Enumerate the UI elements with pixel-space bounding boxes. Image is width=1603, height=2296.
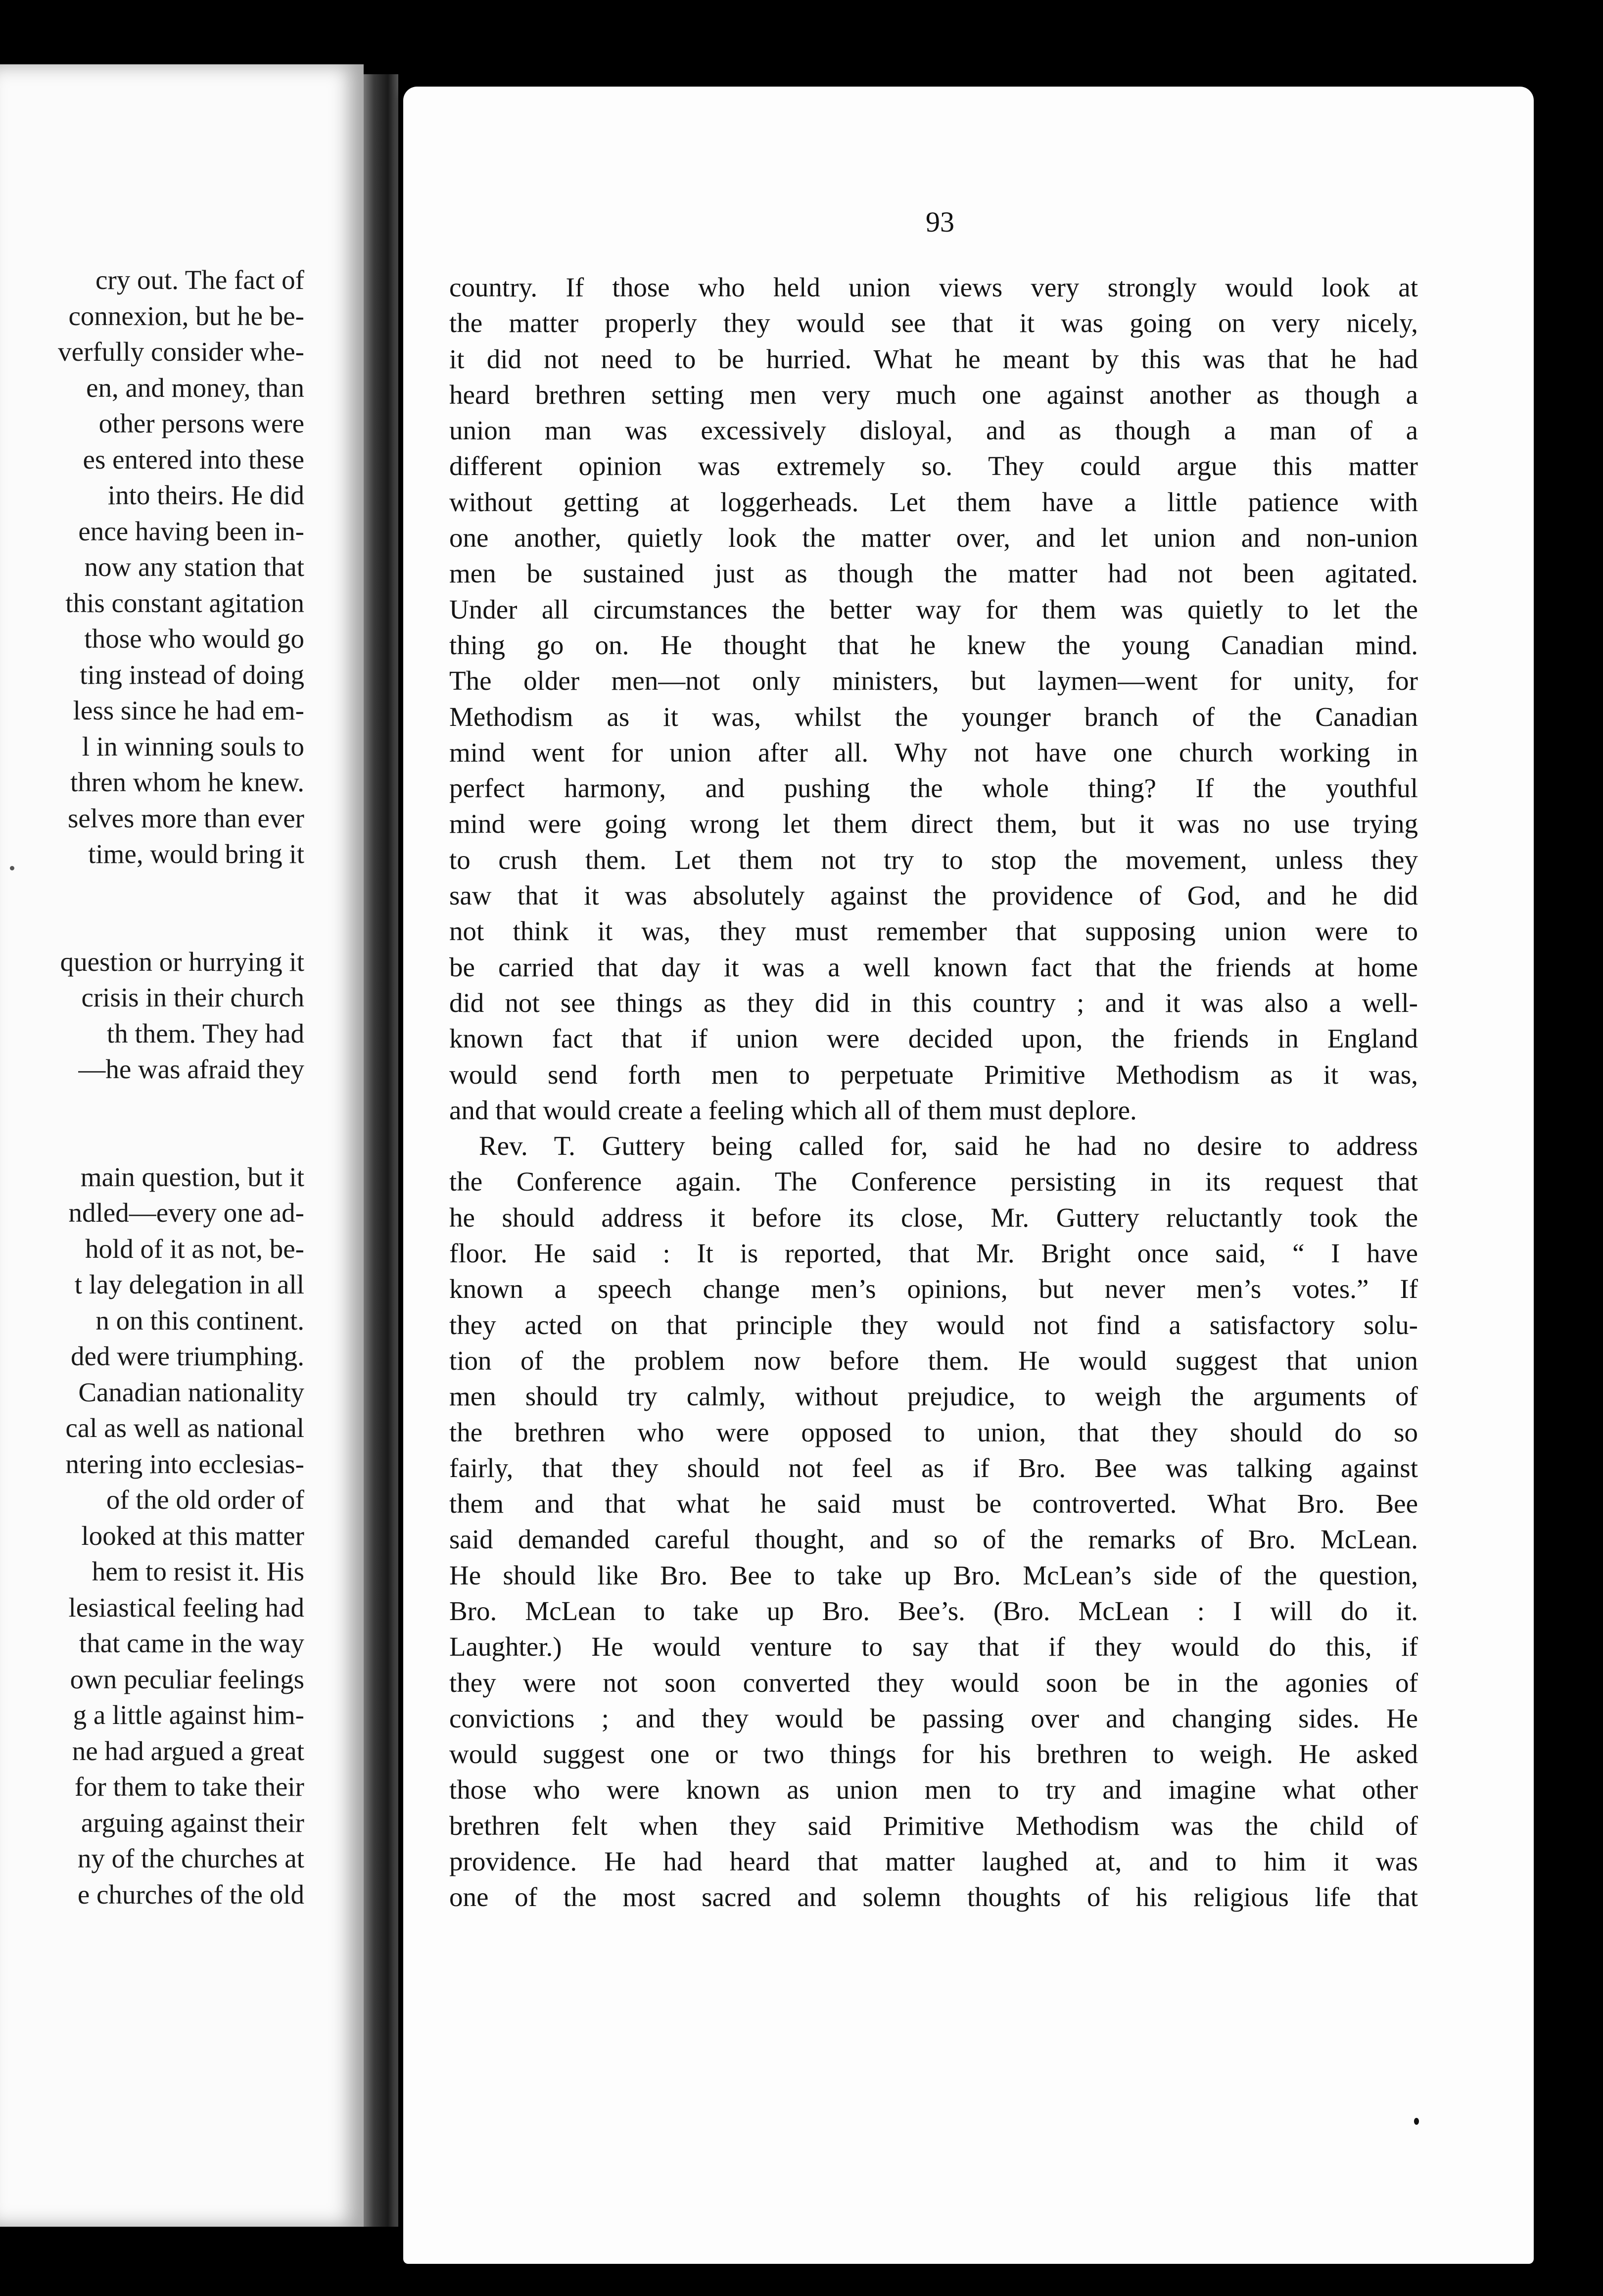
left-text-line: of the old order of (106, 1484, 304, 1515)
text-line: The older men—not only ministers, but laymen—went for unity, for (449, 666, 1418, 696)
text-line: He should like Bro. Bee to take up Bro. McLean’s side of the question, (449, 1560, 1418, 1590)
text-line: men be sustained just as though the matter had not been agitated. (449, 558, 1418, 589)
left-text-line: connexion, but he be- (68, 300, 304, 331)
text-line: Rev. T. Guttery being called for, said he had no desire to address (479, 1131, 1418, 1161)
text-line: Under all circumstances the better way for them was quietly to let the (449, 594, 1418, 624)
left-text-line: ne had argued a great (72, 1735, 304, 1766)
text-line: and that would create a feeling which all of them must deplore. (449, 1095, 1137, 1125)
left-text-line: e churches of the old (77, 1879, 304, 1910)
text-line: they were not soon converted they would soon be in the agonies of (449, 1667, 1418, 1698)
left-page (0, 64, 364, 2227)
text-line: the brethren who were opposed to union, that they should do so (449, 1417, 1418, 1447)
text-line: fairly, that they should not feel as if Bro. Bee was talking against (449, 1452, 1418, 1483)
text-line: union man was excessively disloyal, and as though a man of a (449, 415, 1418, 446)
left-text-line: ndled—every one ad- (68, 1197, 304, 1228)
text-line: Bro. McLean to take up Bro. Bee’s. (Bro. McLean : I will do it. (449, 1595, 1418, 1626)
left-text-line: ny of the churches at (77, 1843, 304, 1873)
text-line: them and that what he said must be controverted. What Bro. Bee (449, 1488, 1418, 1519)
right-page-text (449, 270, 1418, 1915)
text-line: would send forth men to perpetuate Primitive Methodism as it was, (449, 1059, 1418, 1090)
left-text-line: question or hurrying it (60, 946, 304, 977)
left-text-line: t lay delegation in all (74, 1269, 304, 1299)
text-line: brethren felt when they said Primitive Methodism was the child of (449, 1810, 1418, 1841)
left-text-line (58, 872, 304, 909)
text-line: mind were going wrong let them direct them, but it was no use trying (449, 809, 1418, 839)
left-text-line: other persons were (98, 408, 304, 438)
text-line: those who were known as union men to try and imagine what other (449, 1774, 1418, 1805)
text-line: he should address it before its close, Mr. Guttery reluctantly took the (449, 1202, 1418, 1233)
left-text-line: ence having been in- (78, 516, 304, 546)
left-text-line: now any station that (84, 552, 304, 582)
text-line: they acted on that principle they would not find a satisfactory solu- (449, 1309, 1418, 1340)
text-line: heard brethren setting men very much one against another as though a (449, 379, 1418, 410)
text-line: Methodism as it was, whilst the younger branch of the Canadian (449, 701, 1418, 732)
text-line: the matter properly they would see that it was going on very nicely, (449, 308, 1418, 338)
left-text-line: time, would bring it (88, 839, 304, 869)
left-text-line: n on this continent. (95, 1305, 304, 1336)
left-text-line: crisis in their church (81, 982, 304, 1012)
text-line: saw that it was absolutely against the providence of God, and he did (449, 880, 1418, 911)
ink-speck (10, 866, 14, 870)
text-line: the Conference again. The Conference persisting in its request that (449, 1166, 1418, 1197)
left-text-line: thren whom he knew. (70, 767, 304, 797)
left-text-line: this constant agitation (65, 587, 304, 618)
left-text-line: own peculiar feelings (70, 1664, 304, 1694)
left-text-line: for them to take their (74, 1771, 304, 1802)
left-text-line: Canadian nationality (78, 1377, 304, 1407)
left-text-line: selves more than ever (67, 803, 304, 833)
text-line: be carried that day it was a well known fact that the friends at home (449, 952, 1418, 982)
text-line: to crush them. Let them not try to stop the movement, unless they (449, 844, 1418, 875)
left-text-line: hem to resist it. His (92, 1556, 304, 1586)
left-text-line: cal as well as national (65, 1413, 304, 1443)
page-number: 93 (926, 206, 954, 238)
left-text-line: —he was afraid they (78, 1054, 304, 1084)
left-text-line: ntering into ecclesias- (65, 1448, 304, 1479)
left-text-line: cry out. The fact of (95, 265, 304, 295)
left-text-line: l in winning souls to (82, 731, 304, 762)
text-line: men should try calmly, without prejudice, to weigh the arguments of (449, 1381, 1418, 1412)
left-text-line: looked at this matter (81, 1520, 304, 1551)
left-text-line: hold of it as not, be- (85, 1233, 304, 1264)
left-text-line: g a little against him- (73, 1700, 304, 1730)
text-line: convictions ; and they would be passing over and changing sides. He (449, 1703, 1418, 1733)
text-line: said demanded careful thought, and so of the remarks of Bro. McLean. (449, 1524, 1418, 1555)
text-line: different opinion was extremely so. They could argue this matter (449, 451, 1418, 481)
text-line: country. If those who held union views very strongly would look at (449, 272, 1418, 302)
left-text-line: verfully consider whe- (58, 336, 304, 367)
left-text-line: en, and money, than (86, 372, 304, 403)
left-text-line: lesiastical feeling had (68, 1592, 304, 1623)
text-line: one another, quietly look the matter over, and let union and non-union (449, 523, 1418, 553)
text-line: would suggest one or two things for his brethren to weigh. He asked (449, 1739, 1418, 1770)
text-line: one of the most sacred and solemn thoughts of his religious life that (449, 1882, 1418, 1913)
text-line: tion of the problem now before them. He would suggest that union (449, 1345, 1418, 1376)
left-text-line: th them. They had (106, 1018, 304, 1049)
text-line: it did not need to be hurried. What he meant by this was that he had (449, 343, 1418, 374)
ink-speck (1414, 2118, 1419, 2125)
left-text-line: ting instead of doing (80, 659, 304, 690)
left-text-line (58, 1123, 304, 1159)
left-page-text (58, 262, 304, 1913)
text-line: floor. He said : It is reported, that Mr. Bright once said, “ I have (449, 1238, 1418, 1269)
text-line: Laughter.) He would venture to say that if they would do this, if (449, 1631, 1418, 1662)
text-line: perfect harmony, and pushing the whole thing? If the youthful (449, 773, 1418, 804)
left-text-line (58, 908, 304, 944)
left-text-line: less since he had em- (73, 695, 304, 725)
left-text-line: arguing against their (81, 1807, 304, 1838)
left-text-line: ded were triumphing. (71, 1341, 304, 1371)
text-line: did not see things as they did in this country ; and it was also a well- (449, 987, 1418, 1018)
left-text-line (58, 1088, 304, 1124)
left-text-line: those who would go (84, 623, 304, 654)
left-text-line: es entered into these (83, 444, 304, 475)
left-text-line: main question, but it (80, 1161, 304, 1192)
text-line: mind went for union after all. Why not have one church working in (449, 737, 1418, 767)
text-line: thing go on. He thought that he knew the young Canadian mind. (449, 629, 1418, 660)
left-text-line: that came in the way (79, 1628, 304, 1658)
text-line: not think it was, they must remember that supposing union were to (449, 916, 1418, 947)
right-page (403, 87, 1534, 2264)
book-gutter (364, 74, 398, 2227)
text-line: known a speech change men’s opinions, but never men’s votes.” If (449, 1274, 1418, 1304)
text-line: without getting at loggerheads. Let them have a little patience with (449, 486, 1418, 517)
text-line: providence. He had heard that matter laughed at, and to him it was (449, 1846, 1418, 1877)
left-text-line: into theirs. He did (107, 480, 304, 510)
text-line: known fact that if union were decided upon, the friends in England (449, 1023, 1418, 1054)
